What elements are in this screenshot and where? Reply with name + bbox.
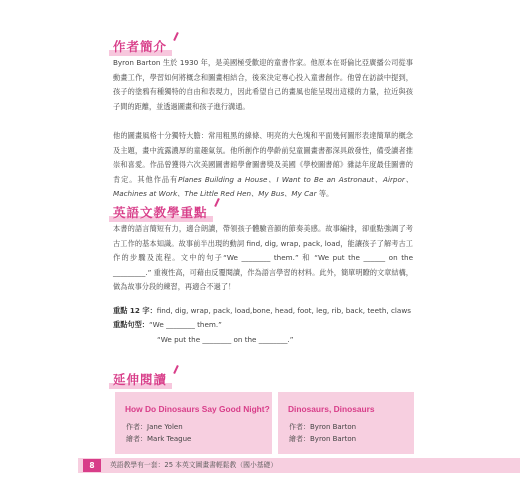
book-title: How Do Dinosaurs Say Good Night? [125,404,270,414]
vocab-line: 重點 12 字：find, dig, wrap, pack, load,bone, head, foot, leg, rib, back, teeth, claws [113,306,411,315]
book-card-1 [115,392,272,454]
book-author: 作者：Jane Yolen [126,423,183,431]
book-illustrator: 繪者：Byron Barton [289,435,357,443]
book-title: Dinosaurs, Dinosaurs [288,404,375,414]
book-illustrator: 繪者：Mark Teague [126,435,192,443]
author-paragraph-2: 他的圖畫風格十分獨特大膽：常用粗黑的線條、明亮的大色塊和平面幾何圖形表達簡單的概念及主題，畫中流露濃厚的童趣氣氛。他所創作的學齡前兒童圖畫書都深具啟發性，備受讀者推崇和喜愛。作品曾獲得六次美國圖書館學會圖書獎及美國《學校圖書館》雜誌年度最佳圖書的肯定。其他作品有Planes Building a House、I Want to Be an Astronaut、Airpor、Machines at Work、The Little Red Hen、My Bus、My Car 等。 [113,131,413,199]
book-card-2 [278,392,414,454]
footer-text: 英語教學有一套：25 本英文圖畫書輕鬆教（國小基礎） [110,461,278,469]
book-author: 作者：Byron Barton [289,423,357,431]
section-title-extended: 延伸閱讀 [113,370,167,388]
pattern-line-1: 重點句型：“We ________ them.” [113,320,222,329]
section-title-author: 作者簡介 [113,37,167,55]
author-paragraph-1: Byron Barton 生於 1930 年，是美國極受歡迎的童書作家。他原本在哥倫比亞廣播公司從事動畫工作，學習如何將概念和圖畫相結合，後來決定專心投入童書創作。他曾在訪談中提到，孩子的塗鴉有種獨特的自由和表現力，因此希望自己的畫風也能呈現出這樣的力量，拉近與孩子間的距離，並透過圖畫和孩子進行溝通。 [113,58,413,111]
section-title-teaching: 英語文教學重點 [113,203,208,221]
teaching-paragraph: 本書的語言簡短有力，適合朗讀，帶領孩子體驗音韻的節奏美感。故事編排，卻重點強調了考古工作的基本知識。故事前半出現的動詞 find, dig, wrap, pack, load，能讓孩子了解考古工作的步驟及流程。文中的句子“We ________ them.” 和 “We put the ______ on the _________.” 重複性高，可藉由反覆閱讀，作為語言學習的材料。此外，簡單明瞭的文章結構，做為故事分段的練習，再適合不過了！ [113,224,413,292]
pattern-line-2: “We put the ________ on the ________.” [157,335,294,344]
page-number: 8 [83,459,101,472]
